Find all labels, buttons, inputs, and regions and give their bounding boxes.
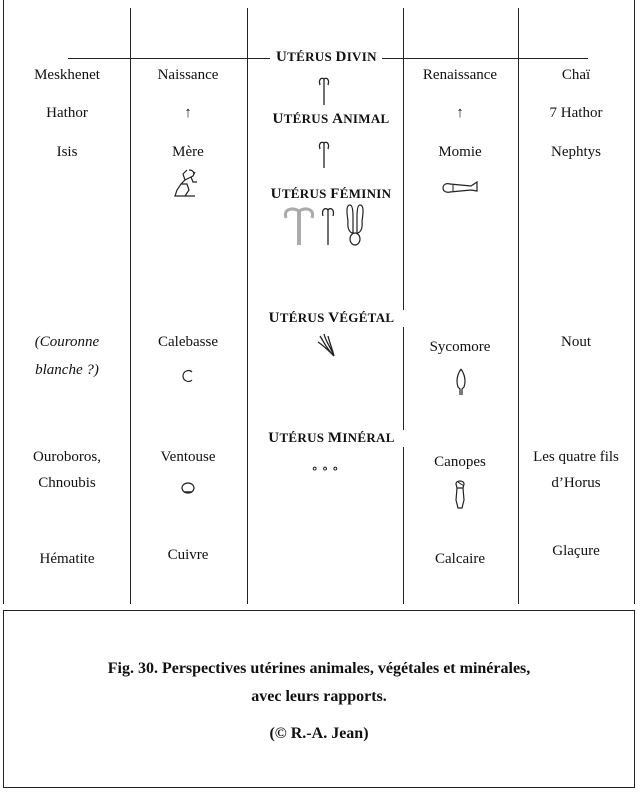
col5-glacure: Glaçure	[552, 543, 600, 559]
heading-uterus-mineral: UTÉRUS MINÉRAL	[258, 430, 405, 447]
uterus-feminin-glyph-bicorn-icon	[344, 203, 366, 247]
uterus-vegetal-glyph-icon	[316, 332, 338, 358]
mineral-dots: ∘ ∘ ∘	[311, 462, 339, 477]
cupping-glyph-icon	[180, 481, 196, 495]
canopic-jar-glyph-icon	[452, 478, 468, 510]
uterus-divin-glyph-icon	[317, 76, 331, 106]
col5-chai: Chaï	[561, 67, 591, 83]
col5-nephtys: Nephtys	[551, 144, 601, 160]
col2-calebasse: Calebasse	[158, 334, 218, 350]
col2-cuivre: Cuivre	[167, 547, 209, 563]
col4-arrow: ↑	[456, 105, 464, 121]
table-right-border	[634, 0, 635, 604]
col5-quatre-fils: Les quatre fils	[533, 449, 619, 465]
col1-couronne: (Couronne	[34, 334, 100, 350]
col4-canopes: Canopes	[434, 454, 486, 470]
column-divider-2	[247, 8, 248, 604]
caption-line-1: Fig. 30. Perspectives utérines animales, végétales et minérales,	[107, 660, 531, 677]
seated-woman-glyph-icon	[173, 168, 201, 198]
col5-7-hathor: 7 Hathor	[549, 105, 603, 121]
col1-blanche: blanche ?)	[35, 362, 99, 378]
col4-sycomore: Sycomore	[429, 339, 491, 355]
mummy-glyph-icon	[441, 180, 479, 194]
table-left-border	[3, 0, 4, 604]
heading-uterus-animal: UTÉRUS ANIMAL	[260, 111, 402, 128]
col2-ventouse: Ventouse	[160, 449, 216, 465]
col5-nout: Nout	[561, 334, 591, 350]
col1-chnoubis: Chnoubis	[38, 475, 96, 491]
col4-calcaire: Calcaire	[435, 551, 485, 567]
uterus-feminin-glyph-grey-icon	[282, 206, 316, 246]
column-divider-3	[403, 8, 404, 604]
col1-hematite: Hématite	[39, 551, 95, 567]
heading-uterus-divin: UTÉRUS DIVIN	[270, 49, 382, 66]
col5-horus: d’Horus	[551, 475, 601, 491]
col4-momie: Momie	[438, 144, 482, 160]
col1-isis: Isis	[56, 144, 78, 160]
col1-meskhenet: Meskhenet	[34, 67, 100, 83]
heading-uterus-feminin: UTÉRUS FÉMININ	[260, 186, 402, 203]
caption-line-2: avec leurs rapports.	[251, 688, 387, 705]
col2-mere: Mère	[172, 144, 204, 160]
column-divider-4	[518, 8, 519, 604]
col4-renaissance: Renaissance	[422, 67, 498, 83]
col1-ouroboros: Ouroboros,	[33, 449, 101, 465]
gourd-glyph-icon	[181, 369, 195, 383]
figure-caption-box	[3, 610, 635, 788]
uterus-feminin-glyph-thin-icon	[320, 206, 336, 246]
caption-copyright: (© R.-A. Jean)	[269, 725, 369, 742]
tree-glyph-icon	[454, 367, 468, 397]
heading-uterus-vegetal: UTÉRUS VÉGÉTAL	[258, 310, 405, 327]
col2-arrow: ↑	[184, 105, 192, 121]
uterus-animal-glyph-icon	[317, 140, 331, 170]
column-divider-1	[130, 8, 131, 604]
col1-hathor: Hathor	[46, 105, 88, 121]
col2-naissance: Naissance	[157, 67, 219, 83]
